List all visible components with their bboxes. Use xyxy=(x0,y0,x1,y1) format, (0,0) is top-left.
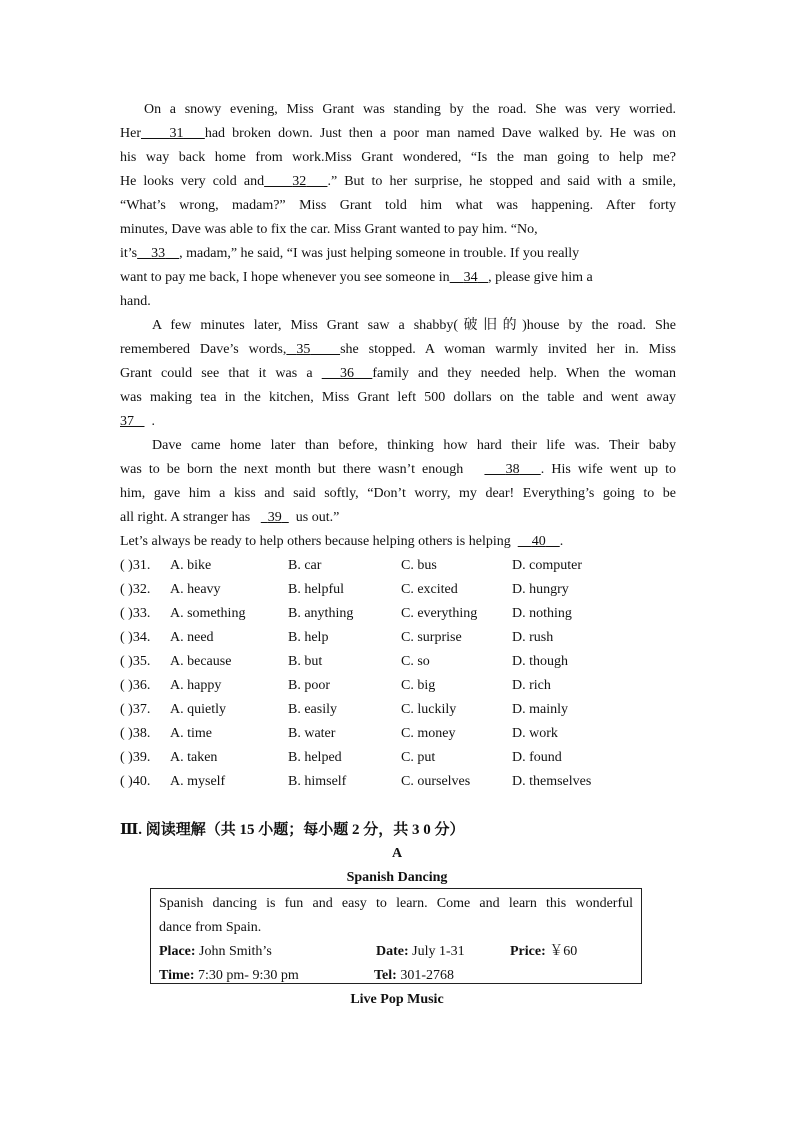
text-segment: want to pay me back, I hope whenever you see someone in xyxy=(120,270,450,285)
option-d: D. computer xyxy=(512,558,582,573)
question-number: ( )36. xyxy=(120,678,151,693)
question-number: ( )34. xyxy=(120,630,151,645)
passage-line: Dave came home later than before, thinking how hard their life was. Their baby xyxy=(152,438,676,453)
option-c: C. ourselves xyxy=(401,774,471,789)
blank-34: 34 xyxy=(463,270,478,285)
text-segment: . His wife went up to xyxy=(540,462,676,477)
option-b: B. water xyxy=(288,726,336,741)
option-a: A. something xyxy=(170,606,246,621)
text-segment: Her xyxy=(120,126,141,141)
option-a: A. time xyxy=(170,726,212,741)
option-c: C. so xyxy=(401,654,430,669)
passage-line: hand. xyxy=(120,294,151,309)
passage-line xyxy=(120,122,676,146)
option-b: B. but xyxy=(288,654,323,669)
time-info: Time: 7:30 pm- 9:30 pm xyxy=(159,968,299,983)
ad-description: Spanish dancing is fun and easy to learn. Come and learn this wonderful xyxy=(159,896,633,911)
passage-line: was making tea in the kitchen, Miss Grant left 500 dollars on the table and went away xyxy=(120,390,676,405)
ad-description: dance from Spain. xyxy=(159,920,262,935)
option-c: C. everything xyxy=(401,606,478,621)
blank-33: 33 xyxy=(151,246,166,261)
text-segment: it’s xyxy=(120,246,138,261)
option-d: D. themselves xyxy=(512,774,592,789)
question-number: ( )31. xyxy=(120,558,151,573)
option-b: B. helped xyxy=(288,750,342,765)
question-row xyxy=(120,722,680,746)
blank-39: 39 xyxy=(267,510,282,525)
passage-line xyxy=(120,530,676,554)
question-row xyxy=(120,554,680,578)
question-number: ( )38. xyxy=(120,726,151,741)
option-c: C. big xyxy=(401,678,436,693)
option-d: D. rush xyxy=(512,630,554,645)
ad-details-row xyxy=(159,940,633,964)
option-c: C. money xyxy=(401,726,456,741)
text-segment: she stopped. A woman warmly invited her in. Miss xyxy=(340,342,677,357)
text-segment: He looks very cold and xyxy=(120,174,265,189)
option-b: B. poor xyxy=(288,678,330,693)
option-c: C. bus xyxy=(401,558,437,573)
option-b: B. himself xyxy=(288,774,347,789)
question-number: ( )32. xyxy=(120,582,151,597)
text-segment: , madam,” he said, “I was just helping someone in trouble. If you really xyxy=(179,246,580,261)
option-a: A. myself xyxy=(170,774,226,789)
passage-line: A few minutes later, Miss Grant saw a shabby(破旧的)house by the road. She xyxy=(152,318,676,333)
question-row xyxy=(120,578,680,602)
blank-37: 37 xyxy=(120,414,134,429)
passage-line: him, gave him a kiss and said softly, “Don’t worry, my dear! Everything’s going to be xyxy=(120,486,676,501)
passage-line xyxy=(120,266,676,290)
option-b: B. anything xyxy=(288,606,354,621)
option-a: A. happy xyxy=(170,678,222,693)
option-d: D. rich xyxy=(512,678,551,693)
multiple-choice-options xyxy=(120,554,680,794)
option-a: A. heavy xyxy=(170,582,221,597)
question-row xyxy=(120,650,680,674)
cloze-passage xyxy=(120,98,676,554)
passage-line xyxy=(120,458,676,482)
passage-line: “What’s wrong, madam?” Miss Grant told him what was happening. After forty xyxy=(120,198,676,213)
question-row xyxy=(120,602,680,626)
option-c: C. surprise xyxy=(401,630,462,645)
question-row xyxy=(120,746,680,770)
option-c: C. luckily xyxy=(401,702,457,717)
text-segment: was to be born the next month but there wasn’t enough xyxy=(120,462,464,477)
passage-letter: A xyxy=(391,846,403,861)
option-a: A. quietly xyxy=(170,702,226,717)
text-segment: . xyxy=(559,534,564,549)
question-row xyxy=(120,674,680,698)
price-info: Price: ￥60 xyxy=(510,944,578,959)
place-info: Place: John Smith’s xyxy=(159,944,272,959)
option-a: A. need xyxy=(170,630,214,645)
option-c: C. put xyxy=(401,750,436,765)
option-b: B. car xyxy=(288,558,322,573)
text-segment: , please give him a xyxy=(488,270,593,285)
option-d: D. though xyxy=(512,654,568,669)
option-a: A. bike xyxy=(170,558,212,573)
question-number: ( )37. xyxy=(120,702,151,717)
ad-box xyxy=(150,888,642,984)
blank-36: 36 xyxy=(340,366,355,381)
text-segment: all right. A stranger has xyxy=(120,510,251,525)
blank-35: 35 xyxy=(296,342,311,357)
blank-38: 38 xyxy=(505,462,520,477)
blank-32: 32 xyxy=(292,174,307,189)
passage-line: minutes, Dave was able to fix the car. Miss Grant wanted to pay him. “No, xyxy=(120,222,538,237)
question-number: ( )39. xyxy=(120,750,151,765)
text-segment: family and they needed help. When the woman xyxy=(372,366,677,381)
text-segment: remembered Dave’s words, xyxy=(120,342,287,357)
passage-line xyxy=(120,242,676,266)
text-segment: had broken down. Just then a poor man named Dave walked by. He was on xyxy=(204,126,677,141)
text-segment: . xyxy=(151,414,155,429)
question-number: ( )40. xyxy=(120,774,151,789)
text-segment: .” But to her surprise, he stopped and said with a smile, xyxy=(327,174,677,189)
option-b: B. help xyxy=(288,630,329,645)
option-d: D. mainly xyxy=(512,702,568,717)
option-a: A. because xyxy=(170,654,232,669)
option-d: D. hungry xyxy=(512,582,569,597)
ad-details-row xyxy=(159,964,633,988)
section-heading: Ⅲ. 阅读理解（共 15 小题；每小题 2 分，共 3 0 分） xyxy=(120,822,465,838)
passage-line xyxy=(120,170,676,194)
passage-line: his way back home from work.Miss Grant wondered, “Is the man going to help me? xyxy=(120,150,676,165)
passage-line: On a snowy evening, Miss Grant was standing by the road. She was very worried. xyxy=(144,102,676,117)
question-number: ( )33. xyxy=(120,606,151,621)
option-a: A. taken xyxy=(170,750,218,765)
option-c: C. excited xyxy=(401,582,458,597)
blank-40: 40 xyxy=(531,534,546,549)
question-row xyxy=(120,626,680,650)
ad-title: Spanish Dancing xyxy=(346,870,448,885)
text-segment: Let’s always be ready to help others because helping others is helping xyxy=(120,534,511,549)
date-info: Date: July 1-31 xyxy=(376,944,465,959)
text-segment: us out.” xyxy=(295,510,340,525)
passage-line xyxy=(120,506,676,530)
passage-line xyxy=(120,410,676,434)
question-row xyxy=(120,698,680,722)
text-segment: Grant could see that it was a xyxy=(120,366,313,381)
tel-info: Tel: 301-2768 xyxy=(374,968,454,983)
option-b: B. easily xyxy=(288,702,337,717)
question-number: ( )35. xyxy=(120,654,151,669)
option-d: D. found xyxy=(512,750,562,765)
passage-line xyxy=(120,338,676,362)
option-b: B. helpful xyxy=(288,582,344,597)
question-row xyxy=(120,770,680,794)
passage-line xyxy=(120,362,676,386)
option-d: D. nothing xyxy=(512,606,572,621)
blank-31: 31 xyxy=(169,126,184,141)
option-d: D. work xyxy=(512,726,558,741)
next-ad-title: Live Pop Music xyxy=(350,992,444,1007)
